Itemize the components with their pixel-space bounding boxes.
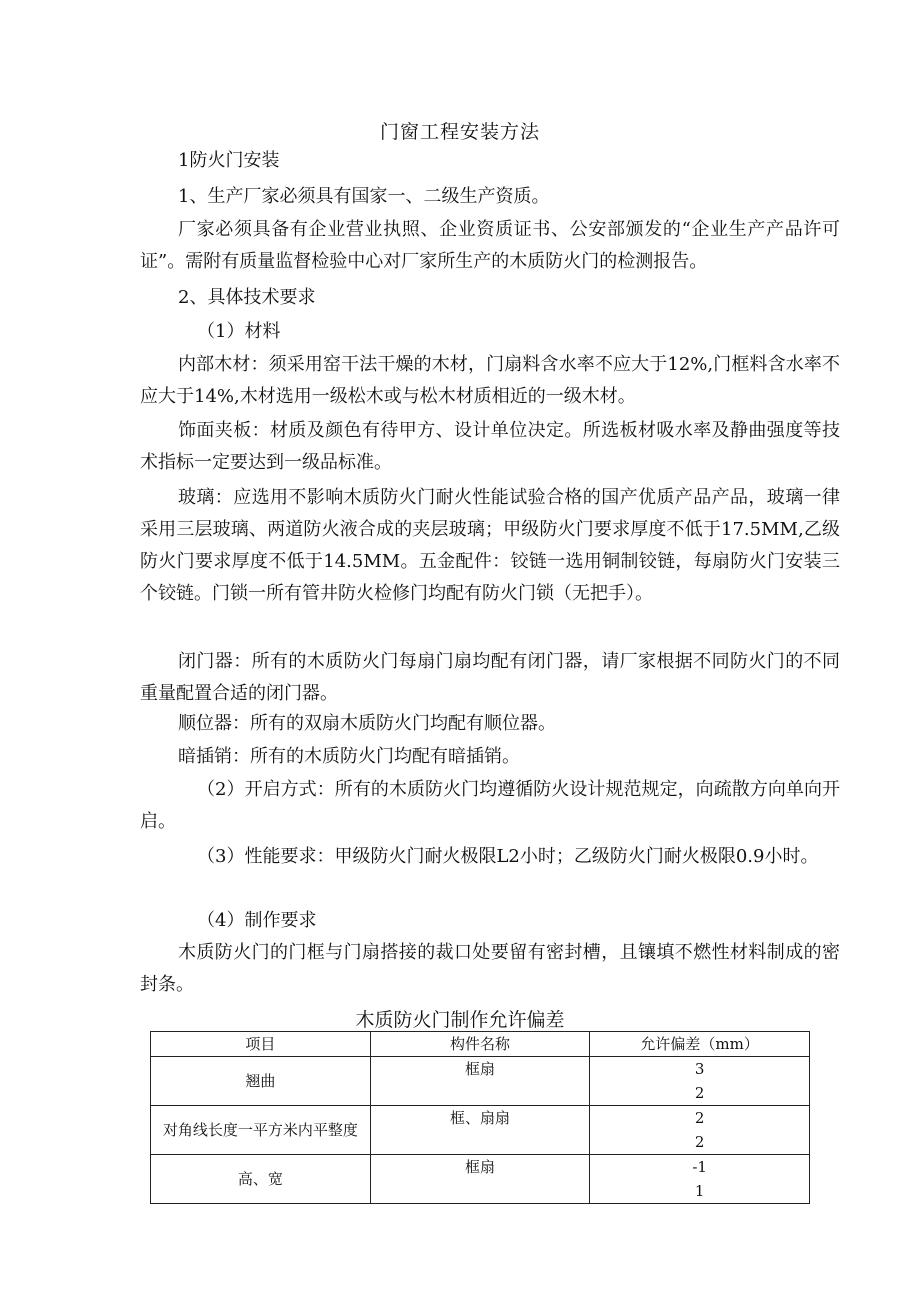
- table-row: [151, 1057, 810, 1106]
- cell-part: 框扇: [370, 1057, 590, 1106]
- table-caption: 木质防火门制作允许偏差: [355, 1009, 565, 1031]
- paragraph-door-closer: 闭门器：所有的木质防火门每扇门扇均配有闭门器，请厂家根据不同防火门的不同重量配置合适的闭门器。: [140, 651, 840, 704]
- cell-tolerance: [590, 1057, 810, 1106]
- tolerance-value: 2: [694, 1084, 705, 1102]
- table-header-row: [151, 1032, 810, 1057]
- paragraph-flush-bolt: 暗插销：所有的木质防火门均配有暗插销。: [178, 746, 520, 767]
- cell-part: 框、扇扇: [370, 1106, 590, 1155]
- tolerance-table: [150, 1031, 810, 1204]
- paragraph-sequencer: 顺位器：所有的双扇木质防火门均配有顺位器。: [178, 713, 556, 734]
- tolerance-value: 1: [694, 1182, 705, 1200]
- paragraph-performance: （3）性能要求：甲级防火门耐火极限L2小时；乙级防火门耐火极限0.9小时。: [197, 846, 819, 867]
- table-row: [151, 1155, 810, 1204]
- paragraph-qualification: 1、生产厂家必须具有国家一、二级生产资质。: [178, 186, 550, 207]
- tolerance-value: -1: [692, 1158, 707, 1176]
- section-heading-fire-door: 1防火门安装: [178, 150, 280, 171]
- header-item: 项目: [151, 1032, 371, 1057]
- tolerance-value: 2: [694, 1109, 705, 1127]
- subheading-manufacture: （4）制作要求: [197, 910, 317, 931]
- cell-tolerance: [590, 1155, 810, 1204]
- page-title: 门窗工程安装方法: [379, 121, 540, 143]
- subheading-material: （1）材料: [197, 321, 281, 342]
- paragraph-opening: （2）开启方式：所有的木质防火门均遵循防火设计规范规定，向疏散方向单向开启。: [140, 779, 840, 832]
- cell-item: 对角线长度一平方米内平整度: [151, 1106, 371, 1155]
- header-tolerance: 允许偏差（mm）: [590, 1032, 810, 1057]
- paragraph-seal: 木质防火门的门框与门扇搭接的裁口处要留有密封槽，且镶填不燃性材料制成的密封条。: [140, 942, 840, 995]
- header-part: 构件名称: [370, 1032, 590, 1057]
- section-heading-tech: 2、具体技术要求: [178, 287, 316, 308]
- cell-item: 翘曲: [151, 1057, 371, 1106]
- paragraph-license: 厂家必须具备有企业营业执照、企业资质证书、公安部颁发的“企业生产产品许可证”。需附有质量监督检验中心对厂家所生产的木质防火门的检测报告。: [140, 219, 840, 272]
- tolerance-value: 2: [694, 1133, 705, 1151]
- cell-part: 框扇: [370, 1155, 590, 1204]
- tolerance-value: 3: [694, 1060, 705, 1078]
- cell-tolerance: [590, 1106, 810, 1155]
- paragraph-inner-wood: 内部木材：须采用窑干法干燥的木材，门扇料含水率不应大于12%,门框料含水率不应大于14%,木材选用一级松木或与松木材质相近的一级木材。: [140, 354, 840, 407]
- table-row: [151, 1106, 810, 1155]
- cell-item: 高、宽: [151, 1155, 371, 1204]
- paragraph-glass: 玻璃：应选用不影响木质防火门耐火性能试验合格的国产优质产品产品，玻璃一律采用三层玻璃、两道防火液合成的夹层玻璃；甲级防火门要求厚度不低于17.5MM,乙级防火门要求厚度不低于14.5MM。五金配件：铰链一选用铜制铰链，每扇防火门安装三个铰链。门锁一所有管井防火检修门均配有防火门锁（无把手）。: [140, 487, 840, 604]
- paragraph-veneer: 饰面夹板：材质及颜色有待甲方、设计单位决定。所选板材吸水率及静曲强度等技术指标一定要达到一级品标准。: [140, 420, 840, 473]
